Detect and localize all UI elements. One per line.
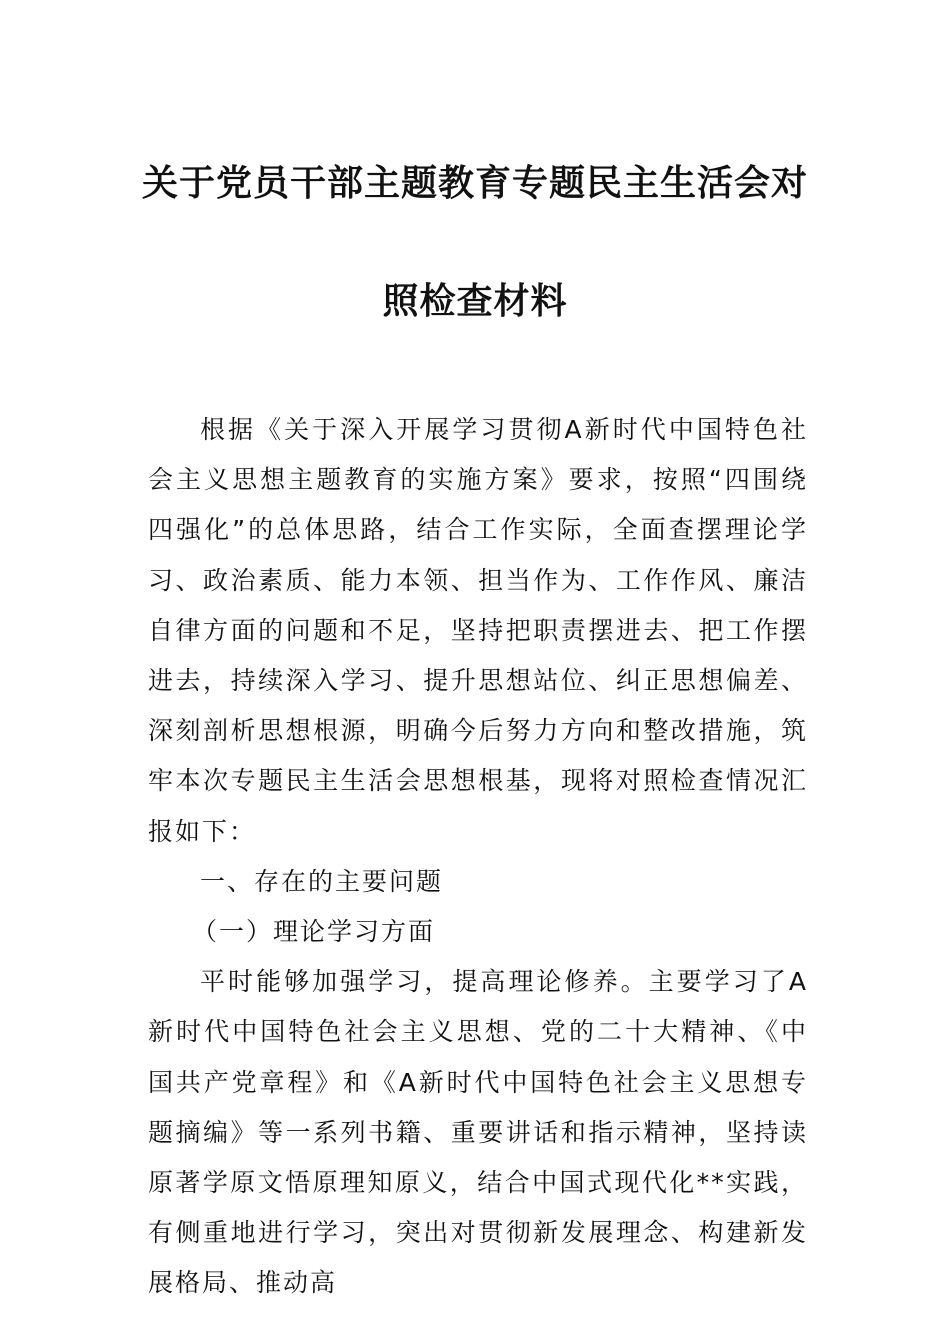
document-title-line-2: 照检查材料	[382, 280, 568, 322]
section-heading-problems: 一、存在的主要问题	[200, 866, 444, 896]
subsection-heading-theory-study: （一）理论学习方面	[192, 917, 436, 947]
document-title-line-1: 关于党员干部主题教育专题民主生活会对	[141, 162, 808, 204]
theory-study-paragraph: 平时能够加强学习，提高理论修养。主要学习了A新时代中国特色社会主义思想、党的二十大精神、《中国共产党章程》和《A新时代中国特色社会主义思想专题摘编》等一系列书籍、重要讲话和指示精神，坚持读原著学原文悟原理知原义，结合中国式现代化**实践，有侧重地进行学习，突出对贯彻新发展理念、构建新发展格局、推动高	[148, 967, 808, 1298]
intro-paragraph: 根据《关于深入开展学习贯彻A新时代中国特色社会主义思想主题教育的实施方案》要求，按照“四围绕四强化”的总体思路，结合工作实际，全面查摆理论学习、政治素质、能力本领、担当作为、工作作风、廉洁自律方面的问题和不足，坚持把职责摆进去、把工作摆进去，持续深入学习、提升思想站位、纠正思想偏差、深刻剖析思想根源，明确今后努力方向和整改措施，筑牢本次专题民主生活会思想根基，现将对照检查情况汇报如下：	[148, 415, 808, 846]
document-body	[148, 405, 808, 1309]
